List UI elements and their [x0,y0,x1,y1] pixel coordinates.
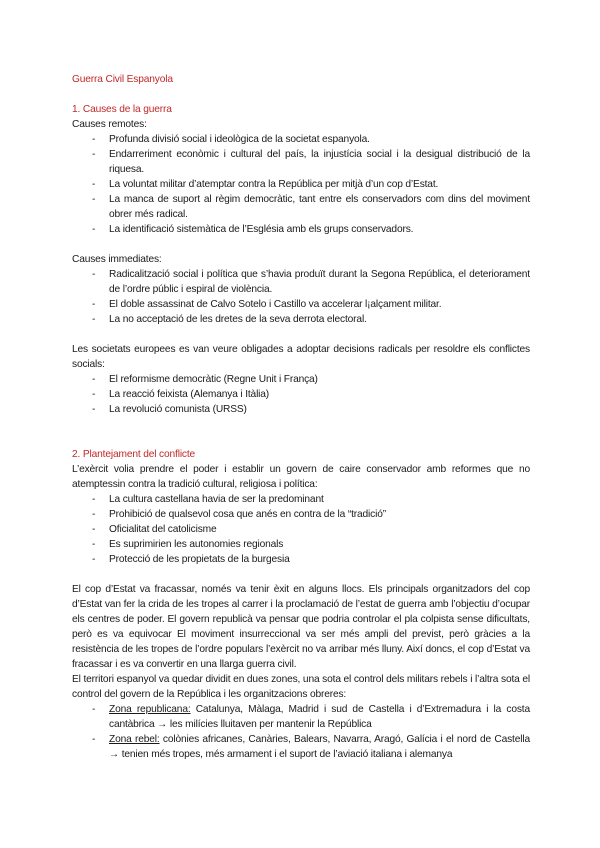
list-item: - La reacció feixista (Alemanya i Itàlia) [72,387,530,402]
list-item: - La manca de suport al règim democràtic, tant entre els conservadors com dins del moviment obrer més radical. [72,192,530,222]
list-item: - Oficialitat del catolicisme [72,522,530,537]
remote-causes-list [72,132,530,237]
list-item: - Endarreriment econòmic i cultural del país, la injustícia social i la desigual distribució de la riquesa. [72,147,530,177]
territory-paragraph: El territori espanyol va quedar dividit en dues zones, una sota el control dels militars rebels i l’altra sota el control del govern de la República i les organitzacions obreres: [72,674,530,700]
list-item: - La no acceptació de les dretes de la seva derrota electoral. [72,312,530,327]
list-item: - La cultura castellana havia de ser la predominant [72,492,530,507]
immediate-causes-list [72,267,530,327]
section-heading-causes: 1. Causes de la guerra [72,104,172,115]
zone-text: colònies africanes, Canàries, Balears, Navarra, Aragó, Galícia i el nord de Castella → tenien més tropes, més armament i el suport de l’aviació italiana i alemanya [109,734,530,760]
europe-list [72,372,530,417]
europe-paragraph: Les societats europees es van veure obligades a adoptar decisions radicals per resoldre els conflictes socials: [72,344,530,370]
zone-label: Zona republicana: [109,704,191,715]
coup-paragraph: El cop d’Estat va fracassar, només va tenir èxit en alguns llocs. Els principals organitzadors del cop d’Estat van fer la crida de les tropes al carrer i la proclamació de l’estat de guerra amb l’objectiu d’ocupar els centres de poder. El govern republicà va pensar que podria controlar el pla colpista sense dificultats, però es va equivocar El moviment insurreccional va ser més ampli del previst, però gràcies a la resistència de les tropes de l’ordre populars l’exèrcit no va arribar més lluny. Així doncs, el cop d’Estat va fracassar i es va convertir en una llarga guerra civil. [72,584,530,670]
document-page [72,72,530,762]
list-item: - El doble assassinat de Calvo Sotelo i Castillo va accelerar l¡alçament militar. [72,297,530,312]
list-item: - La voluntat militar d’atemptar contra la República per mitjà d’un cop d’Estat. [72,177,530,192]
zone-republican [72,702,530,732]
list-item: - La revolució comunista (URSS) [72,402,530,417]
document-title: Guerra Civil Espanyola [72,74,173,85]
list-item: - La identificació sistemàtica de l’Església amb els grups conservadors. [72,222,530,237]
list-item: - Prohibició de qualsevol cosa que anés en contra de la “tradició” [72,507,530,522]
list-item: - Protecció de les propietats de la burgesia [72,552,530,567]
immediate-causes-label: Causes immediates: [72,254,162,265]
list-item: - Profunda divisió social i ideològica de la societat espanyola. [72,132,530,147]
zone-rebel [72,732,530,762]
section-heading-conflict: 2. Plantejament del conflicte [72,449,196,460]
zone-label: Zona rebel: [109,734,160,745]
zones-list [72,702,530,762]
list-item: - El reformisme democràtic (Regne Unit i França) [72,372,530,387]
zone-text: Catalunya, Màlaga, Madrid i sud de Castella i d’Extremadura i la costa cantàbrica → les milícies lluitaven per mantenir la República [109,704,530,730]
conflict-list [72,492,530,567]
remote-causes-label: Causes remotes: [72,119,147,130]
list-item: - Es suprimirien les autonomies regionals [72,537,530,552]
conflict-intro: L’exèrcit volia prendre el poder i establir un govern de caire conservador amb reformes que no atemptessin contra la tradició cultural, religiosa i política: [72,464,530,490]
list-item: - Radicalització social i política que s’havia produït durant la Segona República, el deteriorament de l’ordre públic i espiral de violència. [72,267,530,297]
